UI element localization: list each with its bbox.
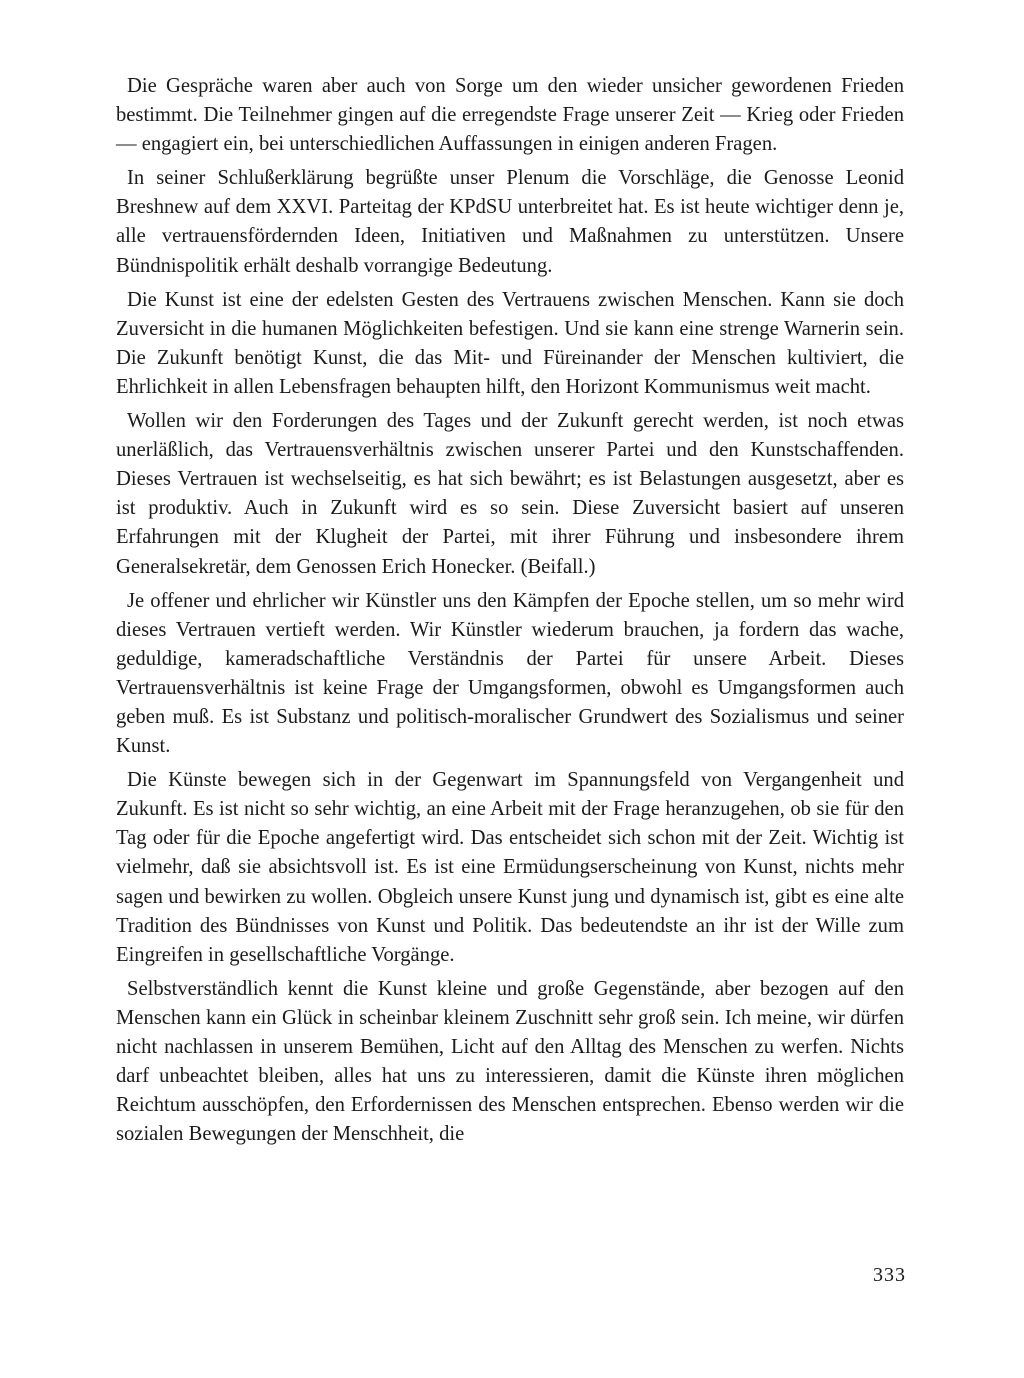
paragraph-3: Die Kunst ist eine der edelsten Gesten des Vertrauens zwischen Menschen. Kann sie doch Zuversicht in die humanen Möglichkeiten befestigen. Und sie kann eine strenge Warnerin sein. Die Zukunft benötigt Kunst, die das Mit- und Füreinander der Menschen kultiviert, die Ehrlichkeit in allen Lebensfragen behaupten hilft, den Horizont Kommunismus weit macht. <box>116 288 904 398</box>
paragraph-6: Die Künste bewegen sich in der Gegenwart im Spannungsfeld von Vergangenheit und Zukunft. Es ist nicht so sehr wichtig, an eine Arbeit mit der Frage heranzugehen, ob sie für den Tag oder für die Epoche angefertigt wird. Das entscheidet sich schon mit der Zeit. Wichtig ist vielmehr, daß sie absichtsvoll ist. Es ist eine Ermüdungserscheinung von Kunst, nichts mehr sagen und bewirken zu wollen. Obgleich unsere Kunst jung und dynamisch ist, gibt es eine alte Tradition des Bündnisses von Kunst und Politik. Das bedeutendste an ihr ist der Wille zum Eingreifen in gesellschaftliche Vorgänge. <box>116 769 904 966</box>
paragraph-2: In seiner Schlußerklärung begrüßte unser Plenum die Vorschläge, die Genosse Leonid Breshnew auf dem XXVI. Parteitag der KPdSU unterbreitet hat. Es ist heute wichtiger denn je, alle vertrauensfördernden Ideen, Initiativen und Maßnahmen zu unterstützen. Unsere Bündnispolitik erhält deshalb vorrangige Bedeutung. <box>116 167 904 277</box>
body-text <box>116 72 904 1154</box>
paragraph-5: Je offener und ehrlicher wir Künstler uns den Kämpfen der Epoche stellen, um so mehr wird dieses Vertrauen vertieft werden. Wir Künstler wiederum brauchen, ja fordern das wache, geduldige, kameradschaftliche Verständnis der Partei für unsere Arbeit. Dieses Vertrauensverhältnis ist keine Frage der Umgangsformen, obwohl es Umgangsformen auch geben muß. Es ist Substanz und politisch-moralischer Grundwert des Sozialismus und seiner Kunst. <box>116 589 904 758</box>
paragraph-7: Selbstverständlich kennt die Kunst kleine und große Gegenstände, aber bezogen auf den Menschen kann ein Glück in scheinbar kleinem Zuschnitt sehr groß sein. Ich meine, wir dürfen nicht nachlassen in unserem Bemühen, Licht auf den Alltag des Menschen zu werfen. Nichts darf unbeachtet bleiben, alles hat uns zu interessieren, damit die Künste ihren möglichen Reichtum ausschöpfen, den Erfordernissen des Menschen entsprechen. Ebenso werden wir die sozialen Bewegungen der Menschheit, die <box>116 977 904 1146</box>
page-number: 333 <box>873 1264 906 1286</box>
paragraph-1: Die Gespräche waren aber auch von Sorge um den wieder unsicher gewordenen Frieden bestimmt. Die Teilnehmer gingen auf die erregendste Frage unserer Zeit — Krieg oder Frieden — engagiert ein, bei unterschiedlichen Auffassungen in einigen anderen Fragen. <box>116 75 904 156</box>
paragraph-4: Wollen wir den Forderungen des Tages und der Zukunft gerecht werden, ist noch etwas unerläßlich, das Vertrauensverhältnis zwischen unserer Partei und den Kunstschaffenden. Dieses Vertrauen ist wechselseitig, es hat sich bewährt; es ist Belastungen ausgesetzt, aber es ist produktiv. Auch in Zukunft wird es so sein. Diese Zuversicht basiert auf unseren Erfahrungen mit der Klugheit der Partei, mit ihrer Führung und insbesondere ihrem Generalsekretär, dem Genossen Erich Honecker. (Beifall.) <box>116 410 904 578</box>
